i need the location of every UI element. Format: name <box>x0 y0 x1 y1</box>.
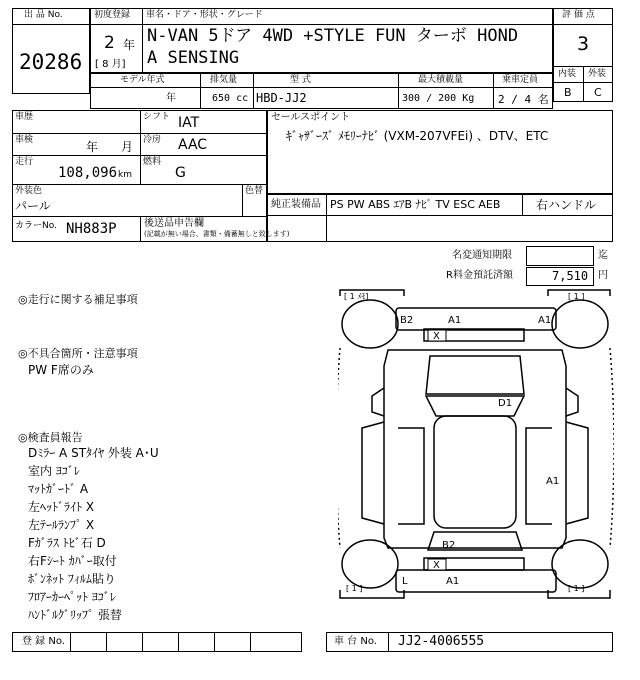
history-label: 車歴 <box>15 112 34 122</box>
first-reg-month: [ 8 月] <box>95 59 126 70</box>
max-load-value: 300 / 200 Kg <box>402 93 475 104</box>
inspector-line: ﾌﾛｱｰｶｰﾍﾟｯﾄ ﾖｺﾞﾚ <box>28 590 116 604</box>
drive-side: 右ハンドル <box>536 198 597 212</box>
fuel-label: 燃料 <box>143 157 162 167</box>
exterior-grade: C <box>594 86 602 99</box>
inspection-label: 車検 <box>15 135 34 145</box>
inspector-label: ◎検査員報告 <box>18 431 83 444</box>
name-change-label: 名変通知期限 <box>452 250 512 261</box>
equipment-label: 純正装備品 <box>271 199 321 210</box>
model-year-unit: 年 <box>166 93 176 104</box>
shift-label: シフト <box>143 112 171 122</box>
shift-value: IAT <box>178 115 200 131</box>
chassis-label: 車 台 No. <box>334 636 377 647</box>
inspector-line: 左ﾍｯﾄﾞﾗｲﾄ X <box>28 500 95 514</box>
inspector-line: Dﾐﾗｰ A STﾀｲﾔ 外装 A･U <box>28 446 159 460</box>
inspector-line: 左ﾃｰﾙﾗﾝﾌﾟ X <box>28 518 95 532</box>
mileage-unit: km <box>118 170 132 180</box>
interior-grade: B <box>564 86 572 99</box>
model-line-2: A SENSING <box>147 48 240 68</box>
tire-label-front-left: [ 1 ﾒﾓ] <box>344 292 369 301</box>
displacement-value: 650 cc <box>212 93 249 104</box>
lot-label: 出 品 No. <box>24 10 63 20</box>
inspector-line: 室内 ﾖｺﾞﾚ <box>28 464 80 478</box>
mark-front-b2: B2 <box>400 315 414 326</box>
recycle-unit: 円 <box>598 270 608 281</box>
car-damage-diagram <box>338 288 614 628</box>
score-value: 3 <box>577 33 590 55</box>
capacity-value: 2 / 4 名 <box>498 93 549 106</box>
first-reg-year: 2 <box>104 33 115 53</box>
sales-label: セールスポイント <box>271 112 351 123</box>
aftermarket-label: 後送品申告欄 <box>144 218 204 229</box>
ac-value: AAC <box>178 137 208 153</box>
defects-label: ◎不具合箇所・注意事項 <box>18 347 138 360</box>
inspector-line: Fｶﾞﾗｽ ﾄﾋﾞ石 D <box>28 536 106 550</box>
mark-rear-l: L <box>402 576 408 587</box>
model-line-1: N-VAN 5ドア 4WD +STYLE FUN ターボ HOND <box>147 26 519 46</box>
inspector-line: ﾏｯﾄｶﾞｰﾄﾞ A <box>28 482 89 496</box>
displacement-label: 排気量 <box>210 75 238 85</box>
mileage-value: 108,096 <box>58 165 118 181</box>
first-reg-year-unit: 年 <box>123 38 136 52</box>
score-label: 評 価 点 <box>562 10 595 20</box>
mark-side-a1: A1 <box>546 476 560 487</box>
mark-front-a1-left: A1 <box>448 315 462 326</box>
ac-label: 冷房 <box>143 135 162 145</box>
type-code: HBD-JJ2 <box>256 91 307 105</box>
color-no-value: NH883P <box>66 221 117 237</box>
tire-label-rear-left: [ 1 ] <box>346 584 363 593</box>
name-change-value <box>526 246 594 266</box>
model-label: 車名・ドア・形状・グレード <box>146 10 263 20</box>
inspector-line: 右Fｼｰﾄ ｶﾊﾞｰ取付 <box>28 554 117 568</box>
mark-rear-a1: A1 <box>446 576 460 587</box>
mark-rear-b2: B2 <box>442 540 456 551</box>
type-label: 型 式 <box>290 75 311 85</box>
mileage-label: 走行 <box>15 157 34 167</box>
mark-front-x: X <box>433 331 440 342</box>
interior-label: 内装 <box>558 69 577 79</box>
color-no-label: カラーNo. <box>15 221 57 231</box>
recycle-value: 7,510 <box>552 269 589 283</box>
recycle-label: R料金預託済額 <box>446 270 513 281</box>
first-reg-label: 初度登録 <box>94 10 131 20</box>
mark-glass-d1: D1 <box>498 398 513 409</box>
tire-label-front-right: [ 1 ] <box>568 292 585 301</box>
fuel-value: G <box>175 165 186 181</box>
exterior-label: 外装 <box>588 69 607 79</box>
sales-text: ｷﾞｬｻﾞｰｽﾞ ﾒﾓﾘｰﾅﾋﾞ (VXM-207VFEi) 、DTV、ETC <box>286 129 549 143</box>
model-year-label: モデル年式 <box>120 75 165 85</box>
name-change-unit: 迄 <box>598 250 608 261</box>
aftermarket-note: (記載が無い場合、書類・備蓄無しと致します) <box>144 230 290 238</box>
chassis-value: JJ2-4006555 <box>398 634 485 649</box>
max-load-label: 最大積載量 <box>418 75 464 85</box>
ext-color-value: パール <box>15 199 51 213</box>
driving-notes-label: ◎走行に関する補足事項 <box>18 293 138 306</box>
equipment-items: PS PW ABS ｴｱB ﾅﾋﾞ TV ESC AEB <box>330 198 501 211</box>
reg-no-label: 登 録 No. <box>22 636 65 647</box>
inspector-line: ﾎﾞﾝﾈｯﾄ ﾌｨﾙﾑ貼り <box>28 572 116 586</box>
repaint-label: 色替 <box>245 186 264 196</box>
inspection-month-unit: 月 <box>121 140 134 154</box>
lot-number: 20286 <box>19 50 83 74</box>
defects-text: PW F席のみ <box>28 363 94 377</box>
ext-color-label: 外装色 <box>15 186 43 196</box>
mark-front-a1-right: A1 <box>538 315 552 326</box>
capacity-label: 乗車定員 <box>502 75 539 85</box>
inspection-year-unit: 年 <box>86 140 99 154</box>
mark-rear-x: X <box>433 560 440 571</box>
inspector-line: ﾊﾝﾄﾞﾙｸﾞﾘｯﾌﾟ 張替 <box>28 608 122 622</box>
tire-label-rear-right: [ 1 ] <box>568 584 585 593</box>
